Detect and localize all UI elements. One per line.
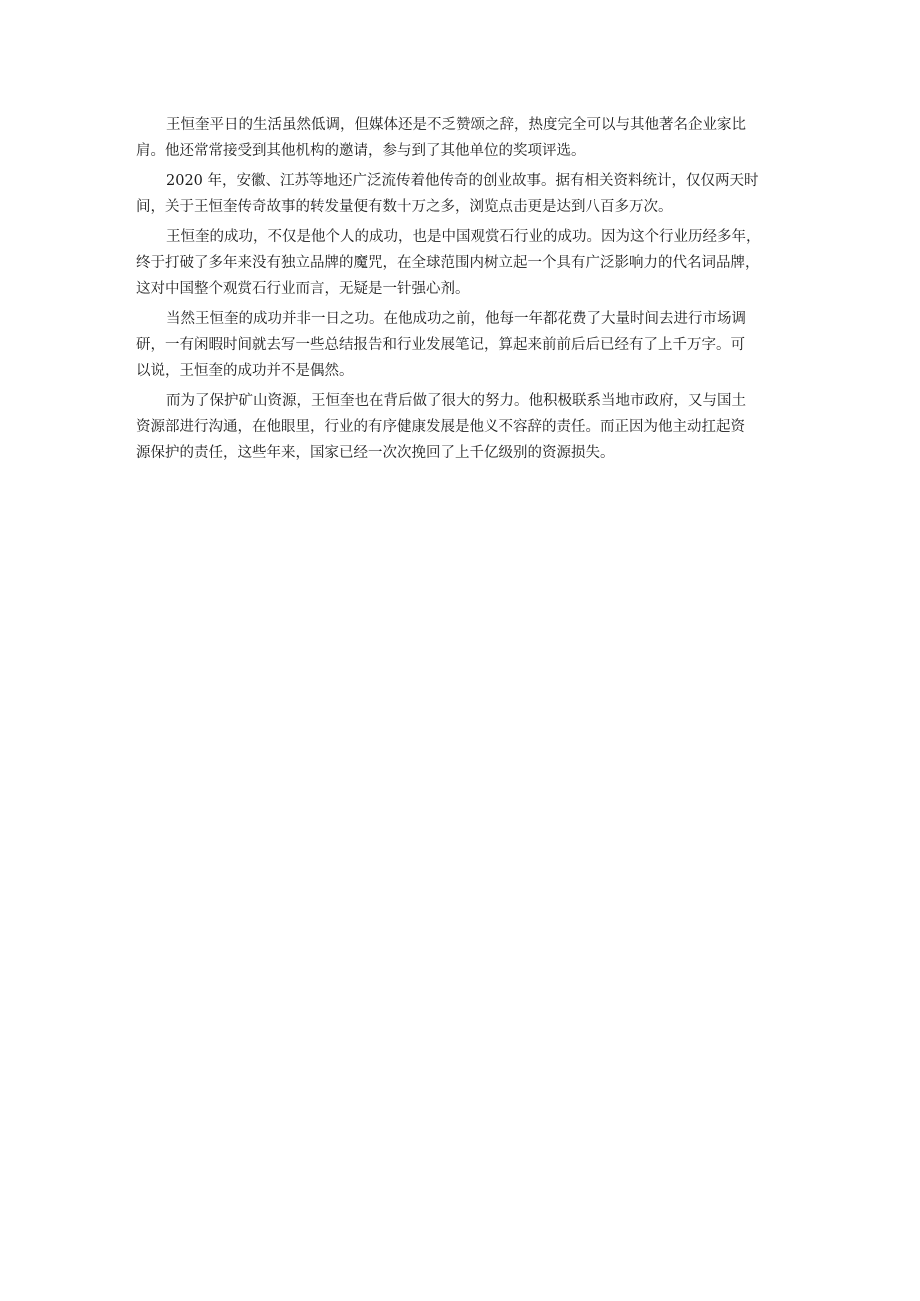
paragraph-line: 终于打破了多年来没有独立品牌的魔咒，在全球范围内树立起一个具有广泛影响力的代名词品牌， bbox=[136, 255, 760, 271]
paragraph-line: 王恒奎平日的生活虽然低调，但媒体还是不乏赞颂之辞，热度完全可以与其他著名企业家比 bbox=[166, 117, 746, 133]
paragraph-line: 而为了保护矿山资源，王恒奎也在背后做了很大的努力。他积极联系当地市政府，又与国土 bbox=[166, 393, 746, 409]
paragraph-line: 当然王恒奎的成功并非一日之功。在他成功之前，他每一年都花费了大量时间去进行市场调 bbox=[166, 311, 746, 327]
paragraph-line: 肩。他还常常接受到其他机构的邀请，参与到了其他单位的奖项评选。 bbox=[136, 143, 586, 159]
paragraph-line: 间，关于王恒奎传奇故事的转发量便有数十万之多，浏览点击更是达到八百多万次。 bbox=[136, 199, 673, 215]
paragraph-1 bbox=[136, 112, 794, 164]
paragraph-5 bbox=[136, 388, 794, 466]
paragraph-line: 源保护的责任，这些年来，国家已经一次次挽回了上千亿级别的资源损失。 bbox=[136, 445, 615, 461]
document-body bbox=[136, 112, 794, 470]
paragraph-line: 资源部进行沟通，在他眼里，行业的有序健康发展是他义不容辞的责任。而正因为他主动扛起资 bbox=[136, 419, 745, 435]
paragraph-3 bbox=[136, 224, 794, 302]
paragraph-line: 以说，王恒奎的成功并不是偶然。 bbox=[136, 363, 354, 379]
paragraph-line: 研，一有闲暇时间就去写一些总结报告和行业发展笔记，算起来前前后后已经有了上千万字。可 bbox=[136, 337, 745, 353]
paragraph-2 bbox=[136, 168, 794, 220]
paragraph-4 bbox=[136, 306, 794, 384]
paragraph-line: 这对中国整个观赏石行业而言，无疑是一针强心剂。 bbox=[136, 281, 470, 297]
paragraph-line: 王恒奎的成功，不仅是他个人的成功，也是中国观赏石行业的成功。因为这个行业历经多年， bbox=[166, 229, 761, 245]
paragraph-line: 2020 年，安徽、江苏等地还广泛流传着他传奇的创业故事。据有相关资料统计，仅仅两天时 bbox=[166, 173, 759, 189]
